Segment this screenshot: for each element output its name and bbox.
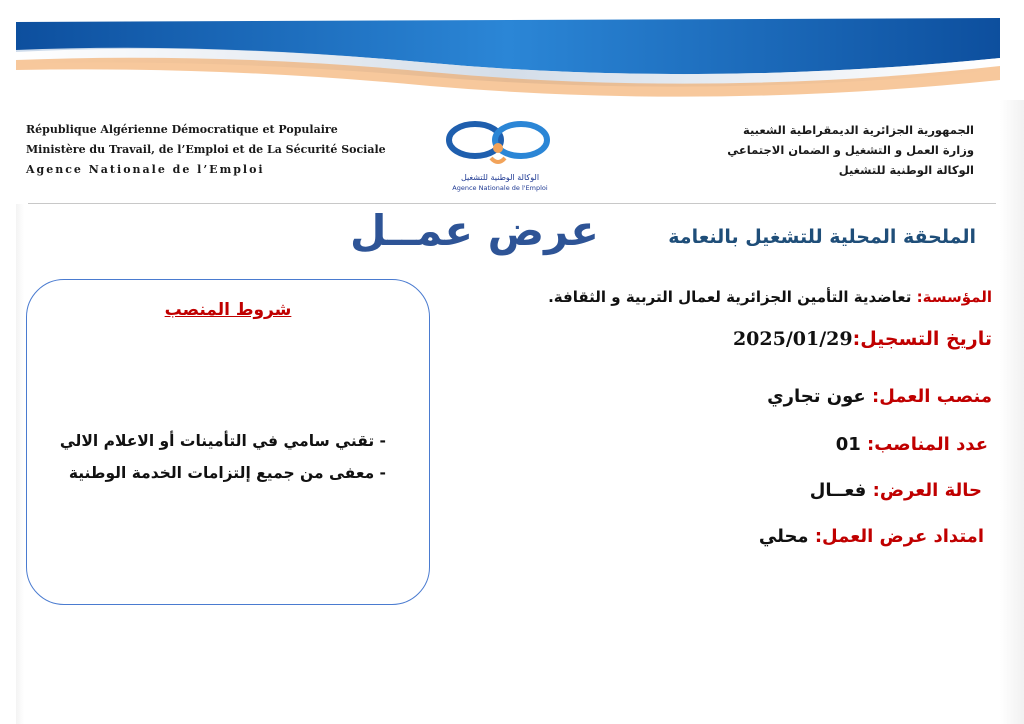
header-french [26,120,386,180]
field-label: المؤسسة: [916,288,992,306]
condition-item: - معفى من جميع إلتزامات الخدمة الوطنية [68,464,386,482]
page-title: عرض عمــل [350,206,599,255]
field-value: 01 [835,434,861,455]
conditions-title-text: شروط المنصب [164,300,292,320]
field-value: عون تجاري [767,386,866,407]
field-label: حالة العرض: [872,480,982,501]
header-fr-line-3: Agence Nationale de l’Emploi [26,163,265,176]
header-ar-line-2: وزارة العمل و التشغيل و الضمان الاجتماعي [727,143,974,157]
left-shade [16,204,24,724]
header-fr-line-1: République Algérienne Démocratique et Populaire [26,123,338,136]
field-label: منصب العمل: [872,386,992,407]
header-arabic [727,120,974,180]
logo-text-fr: Agence Nationale de l'Emploi [452,184,548,192]
field-positions-count [836,434,988,455]
field-value: فعــال [809,480,867,501]
logo-text-ar: الوكالة الوطنية للتشغيل [460,173,540,182]
field-label: امتداد عرض العمل: [814,526,984,547]
field-offer-status [810,480,982,501]
conditions-list [60,425,386,489]
field-value: محلي [758,526,809,547]
field-value: 2025/01/29 [732,328,853,350]
field-label: عدد المناصب: [867,434,988,455]
header-fr-line-2: Ministère du Travail, de l’Emploi et de La Sécurité Sociale [26,143,386,156]
field-label: تاريخ التسجيل: [852,328,992,350]
field-registration-date [733,328,992,350]
condition-item: - تقني سامي في التأمينات أو الاعلام الالي [59,432,386,450]
header-banner [0,0,1024,110]
field-institution [548,288,992,306]
field-value: تعاضدية التأمين الجزائرية لعمال التربية و الثقافة. [548,288,912,306]
conditions-title [26,300,430,320]
agency-subtitle: الملحقة المحلية للتشغيل بالنعامة [668,226,976,248]
header-ar-line-3: الوكالة الوطنية للتشغيل [838,163,974,177]
header-ar-line-1: الجمهورية الجزائرية الديمقراطية الشعبية [742,123,974,137]
right-shade [1000,100,1024,724]
field-offer-scope [759,526,984,547]
field-job-position [767,386,992,407]
header-divider [28,203,996,204]
